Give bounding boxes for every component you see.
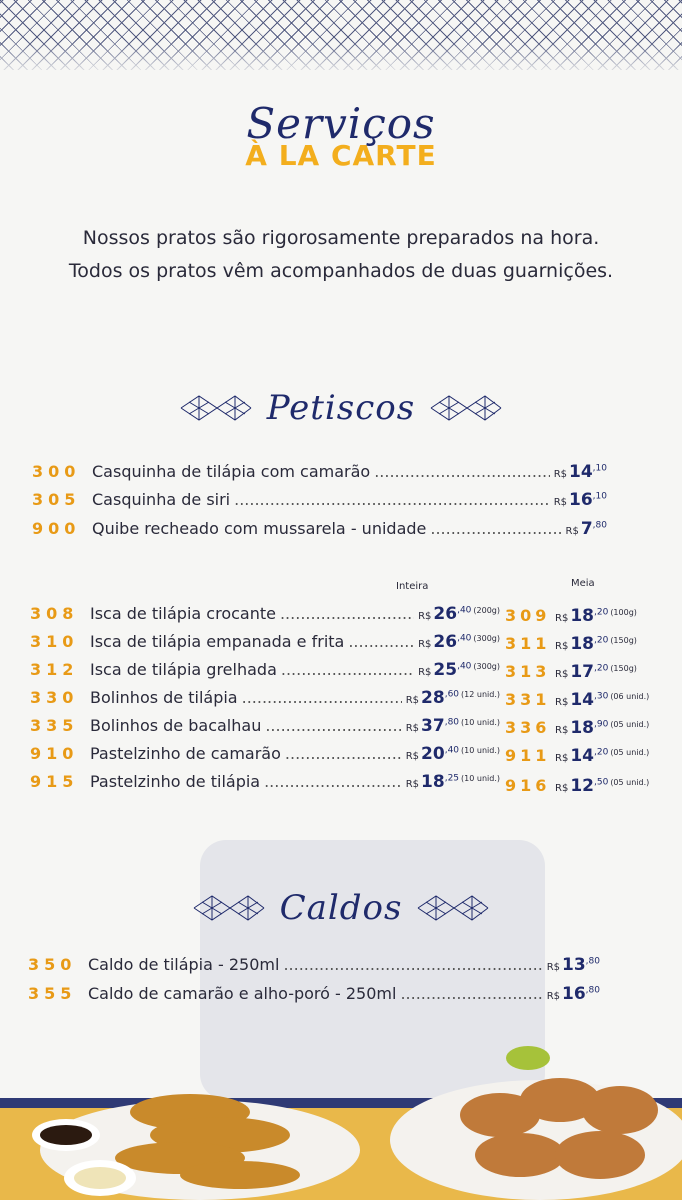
item-price-meia: R$ $18^{,90}$ $^{(05 unid.)}$ bbox=[555, 718, 650, 738]
section-petiscos-title bbox=[0, 388, 682, 428]
item-code: 900 bbox=[32, 519, 81, 538]
item-name: Caldo de tilápia - 250ml bbox=[88, 955, 280, 974]
item-code: 910 bbox=[30, 744, 79, 763]
item-price: R$ $14^{,10}$ bbox=[553, 462, 607, 482]
item-code: 336 bbox=[505, 718, 551, 737]
item-code: 911 bbox=[505, 746, 551, 765]
item-price: R$ $16^{,10}$ bbox=[553, 490, 607, 510]
menu-item bbox=[28, 955, 600, 975]
section-title: Caldos bbox=[279, 888, 403, 928]
item-name: Isca de tilápia crocante bbox=[90, 604, 276, 623]
item-name: Caldo de camarão e alho-poró - 250ml bbox=[88, 984, 397, 1003]
column-header-inteira: Inteira bbox=[396, 581, 429, 592]
item-name: Bolinhos de tilápia bbox=[90, 688, 238, 707]
intro-line-1: Nossos pratos são rigorosamente preparados na hora. bbox=[82, 227, 600, 249]
menu-item bbox=[30, 744, 500, 764]
page-title: Serviços bbox=[246, 99, 436, 148]
menu-header bbox=[0, 100, 682, 170]
item-name: Casquinha de siri bbox=[92, 490, 231, 509]
section-title: Petiscos bbox=[266, 388, 416, 428]
item-name: Pastelzinho de tilápia bbox=[90, 772, 261, 791]
item-price-inteira: R$ $20^{,40}$ $^{(10 unid.)}$ bbox=[405, 744, 500, 764]
menu-item bbox=[32, 490, 607, 510]
item-code: 335 bbox=[30, 716, 79, 735]
item-code: 916 bbox=[505, 776, 551, 795]
menu-item bbox=[30, 716, 500, 736]
menu-item bbox=[30, 632, 500, 652]
item-name: Isca de tilápia grelhada bbox=[90, 660, 277, 679]
item-price-meia: R$ $14^{,30}$ $^{(06 unid.)}$ bbox=[555, 690, 650, 710]
item-price-inteira: R$ $28^{,60}$ $^{(12 unid.)}$ bbox=[405, 688, 500, 708]
food-photo bbox=[0, 1040, 682, 1200]
item-code: 313 bbox=[505, 662, 551, 681]
half-portion-item bbox=[505, 746, 649, 766]
item-price-inteira: R$ $37^{,80}$ $^{(10 unid.)}$ bbox=[405, 716, 500, 736]
fishing-net-ornament-icon bbox=[429, 390, 503, 426]
item-code: 310 bbox=[30, 632, 79, 651]
page-subtitle: À LA CARTE bbox=[245, 139, 437, 172]
item-price-meia: R$ $17^{,20}$ $^{(150g)}$ bbox=[555, 662, 637, 682]
item-price: R$ $16^{,80}$ bbox=[546, 984, 600, 1004]
menu-item bbox=[32, 462, 607, 482]
item-code: 311 bbox=[505, 634, 551, 653]
item-code: 915 bbox=[30, 772, 79, 791]
section-caldos-title bbox=[0, 888, 682, 928]
menu-item bbox=[30, 688, 500, 708]
fishing-net-ornament-icon bbox=[192, 890, 266, 926]
menu-item bbox=[30, 660, 500, 680]
item-price: R$ $7^{,80}$ bbox=[565, 519, 607, 539]
half-portion-item bbox=[505, 718, 649, 738]
item-code: 331 bbox=[505, 690, 551, 709]
menu-item bbox=[28, 984, 600, 1004]
item-name: Bolinhos de bacalhau bbox=[90, 716, 262, 735]
item-code: 309 bbox=[505, 606, 551, 625]
item-price-inteira: R$ $26^{,40}$ $^{(200g)}$ bbox=[418, 604, 500, 624]
half-portion-item bbox=[505, 690, 649, 710]
item-code: 300 bbox=[32, 462, 81, 481]
fishing-net-ornament-icon bbox=[179, 390, 253, 426]
item-name: Pastelzinho de camarão bbox=[90, 744, 281, 763]
menu-item bbox=[30, 772, 500, 792]
half-portion-item bbox=[505, 606, 637, 626]
item-code: 305 bbox=[32, 490, 81, 509]
item-price-meia: R$ $14^{,20}$ $^{(05 unid.)}$ bbox=[555, 746, 650, 766]
item-code: 355 bbox=[28, 984, 77, 1003]
item-price-meia: R$ $18^{,20}$ $^{(100g)}$ bbox=[555, 606, 637, 626]
half-portion-item bbox=[505, 776, 649, 796]
fishing-net-ornament-icon bbox=[416, 890, 490, 926]
menu-item bbox=[32, 519, 607, 539]
item-price: R$ $13^{,80}$ bbox=[546, 955, 600, 975]
item-code: 330 bbox=[30, 688, 79, 707]
item-price-inteira: R$ $25^{,40}$ $^{(300g)}$ bbox=[418, 660, 500, 680]
item-name: Isca de tilápia empanada e frita bbox=[90, 632, 345, 651]
half-portion-item bbox=[505, 634, 637, 654]
item-name: Casquinha de tilápia com camarão bbox=[92, 462, 371, 481]
half-portion-item bbox=[505, 662, 637, 682]
item-code: 350 bbox=[28, 955, 77, 974]
item-code: 312 bbox=[30, 660, 79, 679]
item-price-inteira: R$ $26^{,40}$ $^{(300g)}$ bbox=[418, 632, 500, 652]
column-header-meia: Meia bbox=[571, 578, 595, 589]
item-price-meia: R$ $18^{,20}$ $^{(150g)}$ bbox=[555, 634, 637, 654]
intro-line-2: Todos os pratos vêm acompanhados de duas guarnições. bbox=[68, 260, 614, 282]
intro-text bbox=[0, 222, 682, 288]
item-code: 308 bbox=[30, 604, 79, 623]
item-price-meia: R$ $12^{,50}$ $^{(05 unid.)}$ bbox=[555, 776, 650, 796]
item-name: Quibe recheado com mussarela - unidade bbox=[92, 519, 427, 538]
menu-item bbox=[30, 604, 500, 624]
item-price-inteira: R$ $18^{,25}$ $^{(10 unid.)}$ bbox=[405, 772, 500, 792]
